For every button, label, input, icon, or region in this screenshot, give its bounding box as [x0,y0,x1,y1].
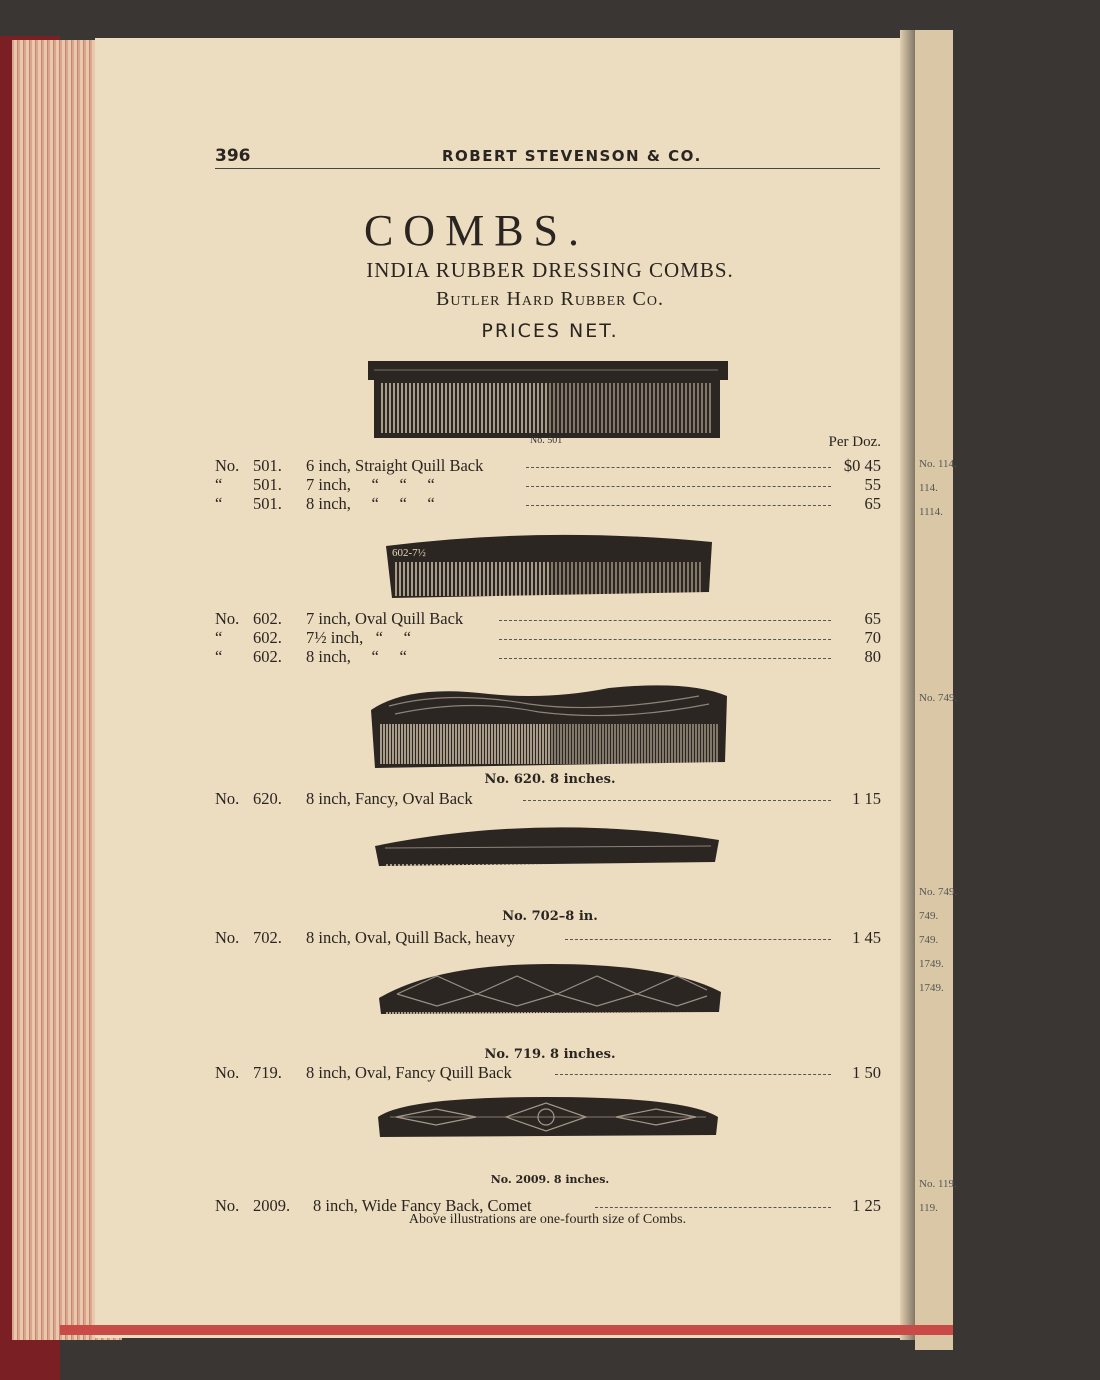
item-price: 70 [864,628,881,647]
item-price: $0 45 [843,456,881,475]
item-description: 7½ inch, “ “ [306,628,411,647]
leader-dots [565,939,831,940]
comb-702-icon [373,822,721,902]
price-row [215,1063,881,1082]
item-number: 702. [253,928,282,947]
adjacent-fragment: 749. [919,910,939,922]
item-number: 719. [253,1063,282,1082]
running-header [215,146,880,169]
page-title: COMBS. [363,206,590,255]
item-description: 8 inch, Wide Fancy Back, Comet [313,1196,532,1215]
item-number: 602. [253,609,282,628]
item-price: 65 [864,609,881,628]
adjacent-fragment: 119. [919,1202,938,1214]
item-prefix: No. [215,1196,240,1215]
subtitle: INDIA RUBBER DRESSING COMBS. [366,258,734,282]
maker-line: Butler Hard Rubber Co. [436,288,664,310]
adjacent-fragment: 1114. [919,506,943,518]
item-prefix: No. [215,456,240,475]
item-prefix: “ [215,475,223,494]
adjacent-fragment: 749. [919,934,939,946]
item-number: 620. [253,789,282,808]
page-number: 396 [215,146,251,166]
footnote: Above illustrations are one-fourth size of Combs. [408,1212,687,1227]
item-description: 7 inch, Oval Quill Back [306,609,464,628]
terms-line: PRICES NET. [481,320,619,342]
comb-caption: No. 620. 8 inches. [484,772,616,787]
leader-dots [523,800,831,801]
item-prefix: “ [215,628,223,647]
item-number: 501. [253,456,282,475]
price-row [215,928,881,947]
comb-marking: No. 501 [530,435,563,446]
adjacent-fragment: No. 749. [919,692,958,704]
price-row [215,789,881,808]
item-prefix: No. [215,1063,240,1082]
comb-2009-icon [376,1095,720,1171]
leader-dots [499,639,831,640]
comb-719-icon [377,962,723,1046]
comb-marking: 602-7½ [392,547,426,559]
price-column-header: Per Doz. [828,434,881,450]
item-description: 6 inch, Straight Quill Back [306,456,484,475]
item-prefix: No. [215,609,240,628]
item-prefix: “ [215,494,223,513]
price-row [215,456,881,475]
item-number: 2009. [253,1196,291,1215]
item-description: 8 inch, “ “ [306,647,407,666]
item-price: 1 45 [852,928,881,947]
adjacent-fragment: 114. [919,482,938,494]
item-price: 55 [864,475,881,494]
leader-dots [526,505,831,506]
item-description: 7 inch, “ “ “ [306,475,435,494]
leader-dots [555,1074,831,1075]
price-row [215,475,881,494]
price-row [215,609,881,628]
item-number: 501. [253,494,282,513]
adjacent-fragment: No. 119. [919,1178,957,1190]
item-price: 80 [864,647,881,666]
leader-dots [595,1207,831,1208]
comb-602-icon [384,532,714,602]
comb-caption: No. 702–8 in. [502,909,598,924]
comb-620-icon [369,684,731,770]
leader-dots [526,486,831,487]
item-price: 1 50 [852,1063,881,1082]
adjacent-fragment: No. 114. [919,458,957,470]
price-row [215,628,881,647]
leader-dots [499,658,831,659]
item-number: 501. [253,475,282,494]
item-description: 8 inch, Oval, Fancy Quill Back [306,1063,512,1082]
comb-caption: No. 719. 8 inches. [484,1047,616,1062]
item-description: 8 inch, Oval, Quill Back, heavy [306,928,515,947]
firm-name: ROBERT STEVENSON & CO. [442,147,702,165]
item-price: 1 25 [852,1196,881,1215]
leader-dots [526,467,831,468]
comb-501-icon [368,361,730,441]
price-row [215,494,881,513]
book-bottom-edge [60,1325,953,1335]
item-price: 1 15 [852,789,881,808]
item-prefix: No. [215,928,240,947]
item-number: 602. [253,628,282,647]
price-row [215,647,881,666]
adjacent-fragment: No. 749. [919,886,958,898]
item-description: 8 inch, Fancy, Oval Back [306,789,473,808]
adjacent-fragment: 1749. [919,958,944,970]
item-description: 8 inch, “ “ “ [306,494,435,513]
item-prefix: No. [215,789,240,808]
adjacent-fragment: 1749. [919,982,944,994]
leader-dots [499,620,831,621]
comb-caption: No. 2009. 8 inches. [490,1173,610,1186]
item-price: 65 [864,494,881,513]
item-number: 602. [253,647,282,666]
item-prefix: “ [215,647,223,666]
